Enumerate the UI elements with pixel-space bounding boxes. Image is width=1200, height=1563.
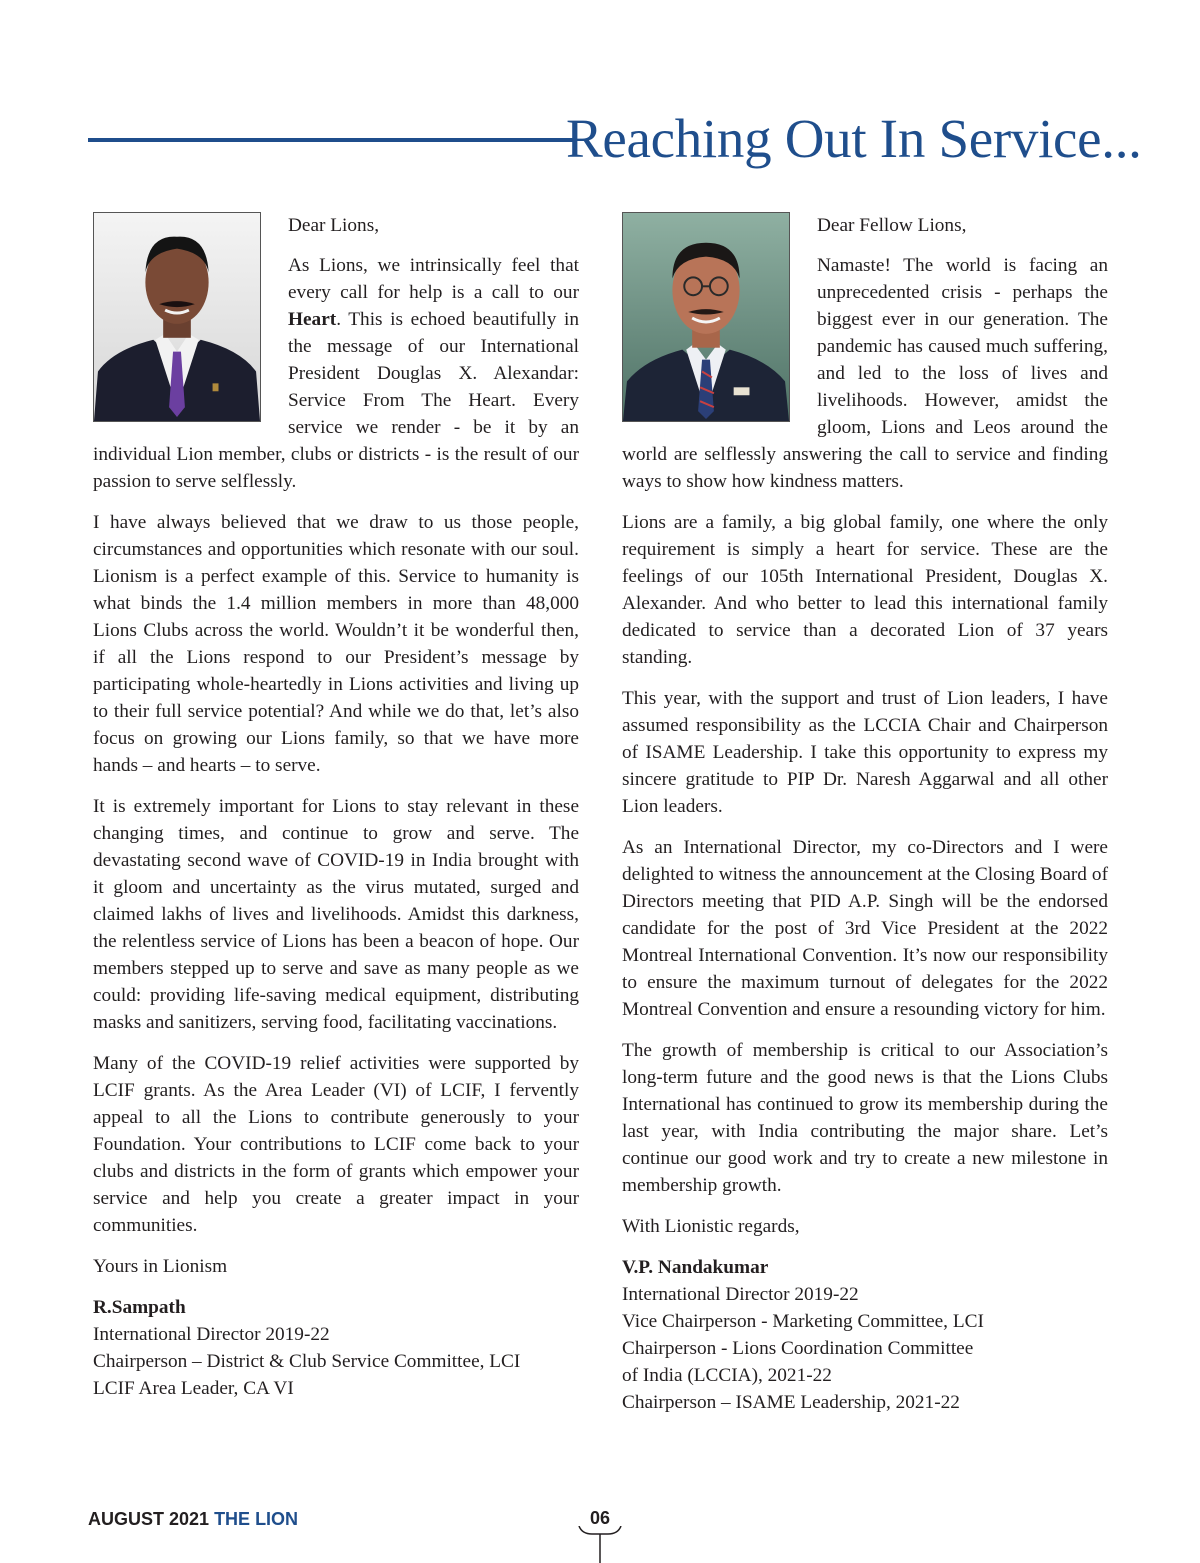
title-rule	[88, 138, 575, 142]
footer-magazine-name: THE LION	[214, 1509, 299, 1529]
salutation: Dear Lions,	[288, 215, 380, 236]
left-letter	[93, 212, 579, 1402]
footer-issue-date: AUGUST 2021	[88, 1509, 210, 1529]
signature-block	[622, 1254, 1108, 1416]
signatory-title: Vice Chairperson - Marketing Committee, LCI	[622, 1311, 984, 1332]
right-letter	[622, 212, 1108, 1416]
closing: With Lionistic regards,	[622, 1216, 800, 1237]
signatory-name: V.P. Nandakumar	[622, 1257, 769, 1278]
signatory-name: R.Sampath	[93, 1297, 186, 1318]
signatory-title: Chairperson - Lions Coordination Committee	[622, 1338, 974, 1359]
letter-paragraph: As an International Director, my co-Directors and I were delighted to witness the announcement at the Closing Board of Directors meeting that PID A.P. Singh will be the endorsed candidate for the post of 3rd Vice President at the 2022 Montreal International Convention. It’s now our responsibility to ensure the maximum turnout of delegates for the 2022 Montreal Convention and ensure a resounding victory for him.	[622, 837, 1108, 1020]
portrait-photo-nandakumar	[622, 212, 790, 422]
page-number-bracket-icon	[576, 1526, 624, 1563]
letter-paragraph: As Lions, we intrinsically feel that every call for help is a call to our Heart. This is echoed beautifully in the message of our International President Douglas X. Alexandar: Service From The Heart. Every service we render - be it by an individual Lion member, clubs or districts - is the result of our passion to serve selflessly.	[93, 255, 579, 492]
signatory-title: of India (LCCIA), 2021-22	[622, 1365, 832, 1386]
letter-paragraph: I have always believed that we draw to us those people, circumstances and opportunities which resonate with our soul. Lionism is a perfect example of this. Service to humanity is what binds the 1.4 million members in more than 48,000 Lions Clubs across the world. Wouldn’t it be wonderful then, if all the Lions respond to our President’s message by participating whole-heartedly in Lions activities and living up to their full service potential? And while we do that, let’s also focus on growing our Lions family, so that we have more hands – and hearts – to serve.	[93, 512, 579, 776]
signatory-title: Chairperson – ISAME Leadership, 2021-22	[622, 1392, 960, 1413]
letter-paragraph: Lions are a family, a big global family, one where the only requirement is simply a heart for service. These are the feelings of our 105th International President, Douglas X. Alexander. And who better to lead this international family dedicated to service than a decorated Lion of 37 years standing.	[622, 512, 1108, 668]
signature-block	[93, 1294, 579, 1402]
signatory-title: International Director 2019-22	[93, 1324, 330, 1345]
letter-paragraph: It is extremely important for Lions to stay relevant in these changing times, and continue to grow and serve. The devastating second wave of COVID-19 in India brought with it gloom and uncertainty as the virus mutated, surged and claimed lakhs of lives and livelihoods. Amidst this darkness, the relentless service of Lions has been a beacon of hope. Our members stepped up to serve and save as many people as we could: providing life-saving medical equipment, distributing masks and sanitizers, serving food, facilitating vaccinations.	[93, 796, 579, 1033]
page-number: 06	[589, 1508, 611, 1528]
letter-paragraph: The growth of membership is critical to our Association’s long-term future and the good news is that the Lions Clubs International has continued to grow its membership during the last year, with India contributing the major share. Let’s continue our good work and try to create a new milestone in membership growth.	[622, 1040, 1108, 1196]
portrait-photo-sampath	[93, 212, 261, 422]
salutation: Dear Fellow Lions,	[817, 215, 967, 236]
letter-paragraph: Namaste! The world is facing an unprecedented crisis - perhaps the biggest ever in our generation. The pandemic has caused much suffering, and led to the loss of lives and livelihoods. However, amidst the gloom, Lions and Leos around the world are selflessly answering the call to service and finding ways to show how kindness matters.	[622, 255, 1108, 492]
closing: Yours in Lionism	[93, 1256, 228, 1277]
letter-paragraph: Many of the COVID-19 relief activities were supported by LCIF grants. As the Area Leader (VI) of LCIF, I fervently appeal to all the Lions to contribute generously to your Foundation. Your contributions to LCIF come back to your clubs and districts in the form of grants which empower your service and help you create a greater impact in your communities.	[93, 1053, 579, 1236]
signatory-title: International Director 2019-22	[622, 1284, 859, 1305]
signatory-title: Chairperson – District & Club Service Committee, LCI	[93, 1351, 521, 1372]
footer-issue-line	[88, 1509, 298, 1530]
letter-paragraph: This year, with the support and trust of Lion leaders, I have assumed responsibility as the LCCIA Chair and Chairperson of ISAME Leadership. I take this opportunity to express my sincere gratitude to PIP Dr. Naresh Aggarwal and all other Lion leaders.	[622, 688, 1108, 817]
signatory-title: LCIF Area Leader, CA VI	[93, 1378, 294, 1399]
page-title: Reaching Out In Service...	[566, 108, 1142, 169]
